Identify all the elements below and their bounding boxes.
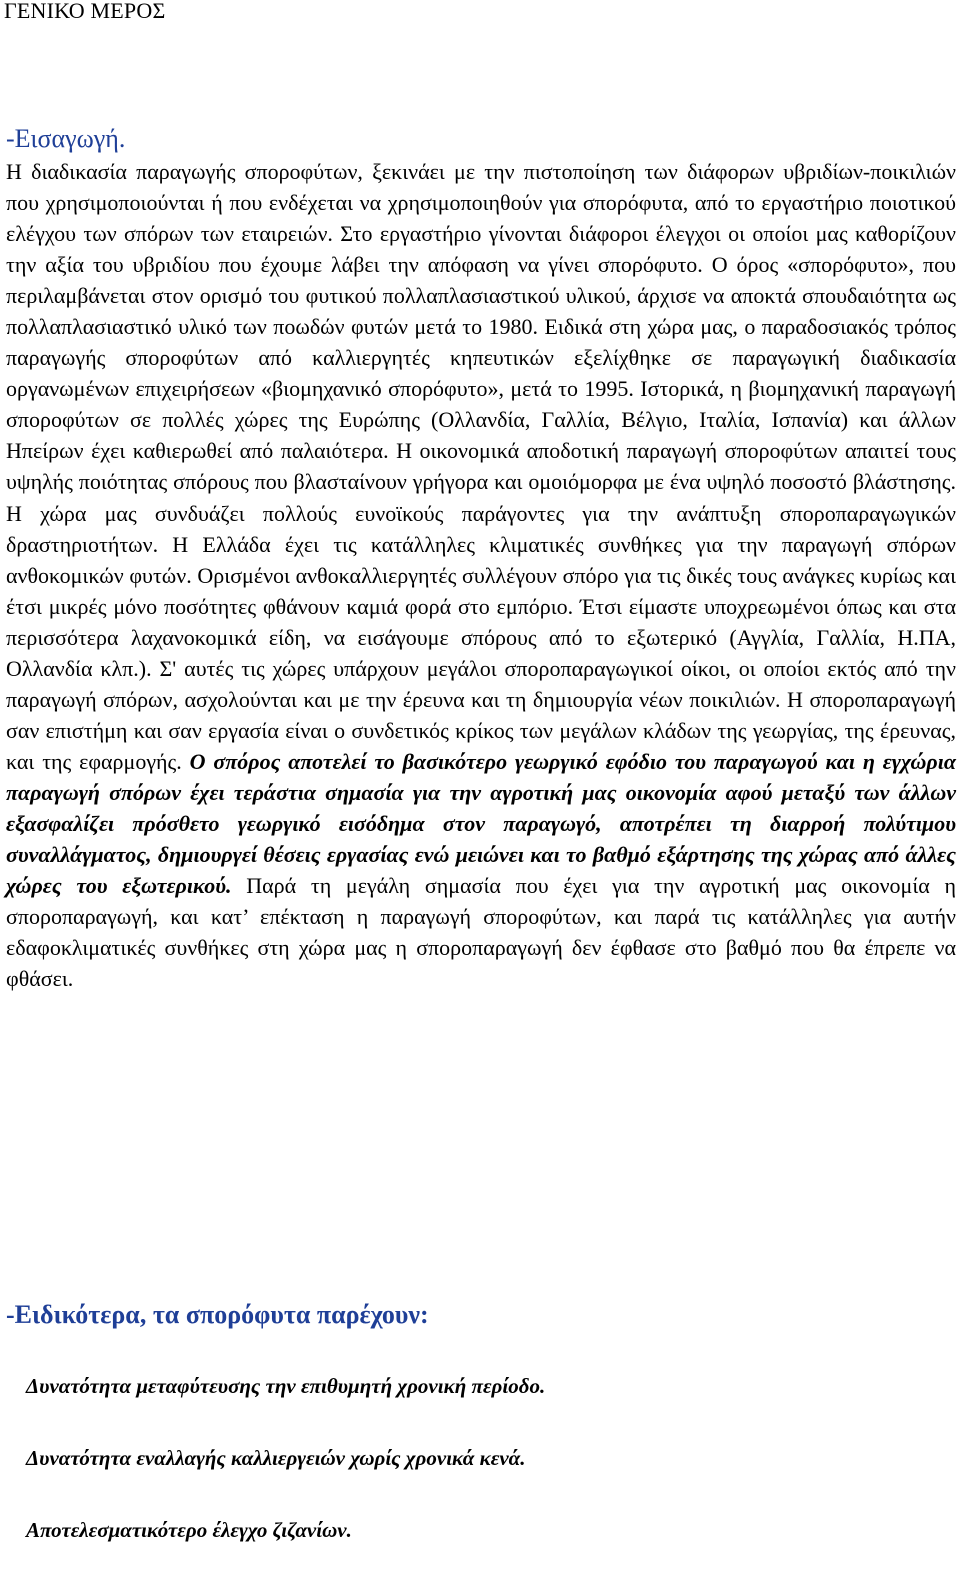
benefits-list	[26, 1371, 545, 1587]
intro-paragraph	[6, 156, 956, 994]
section-heading: -Ειδικότερα, τα σπορόφυτα παρέχουν:	[6, 1300, 429, 1329]
page-header: ΓΕΝΙΚΟ ΜΕΡΟΣ	[4, 0, 166, 23]
benefit-item: Δυνατότητα μεταφύτευσης την επιθυμητή χρονική περίοδο.	[26, 1374, 546, 1398]
intro-emphasis: Ο σπόρος αποτελεί το βασικότερο γεωργικό εφόδιο του παραγωγού και η εγχώρια παραγωγή σπόρων έχει τεράστια σημασία για την αγροτική μας οικονομία αφού μεταξύ των άλλων εξασφαλίζει πρόσθετο γεωργικό εισόδημα στον παραγωγό, αποτρέπει τη διαρροή πολύτιμου συναλλάγματος, δημιουργεί θέσεις εργασίας ενώ μειώνει και το βαθμό εξάρτησης της χώρας από άλλες χώρες του εξωτερικού.	[6, 748, 956, 899]
intro-text-after: Παρά τη μεγάλη σημασία που έχει για την αγροτική μας οικονομία η σποροπαραγωγή, και κατ’ επέκταση η παραγωγή σποροφύτων, και παρά τις κατάλληλες για αυτήν εδαφοκλιματικές συνθήκες στη χώρα μας η σποροπαραγωγή δεν έφθασε στο βαθμό που θα έπρεπε να φθάσει.	[6, 873, 957, 992]
benefit-item: Αποτελεσματικότερο έλεγχο ζιζανίων.	[26, 1518, 352, 1542]
intro-heading: -Εισαγωγή.	[6, 124, 126, 153]
intro-text-before: Η διαδικασία παραγωγής σποροφύτων, ξεκινάει με την πιστοποίηση των διάφορων υβριδίων-ποικιλιών που χρησιμοποιούνται ή που ενδέχεται να χρησιμοποιηθούν για σπορόφυτα, από το εργαστήριο ποιοτικού ελέγχου των σπόρων των εταιρειών. Στο εργαστήριο γίνονται διάφοροι έλεγχοι οι οποίοι μας καθορίζουν την αξία του υβριδίου που έχουμε λάβει την απόφαση να γίνει σπορόφυτο. Ο όρος «σπορόφυτο», που περιλαμβάνεται στον ορισμό του φυτικού πολλαπλασιαστικού υλικού, άρχισε να αποκτά σπουδαιότητα ως πολλαπλασιαστικό υλικό των ποωδών φυτών μετά το 1980. Ειδικά στη χώρα μας, ο παραδοσιακός τρόπος παραγωγής σποροφύτων από καλλιεργητές κηπευτικών εξελίχθηκε σε παραγωγική διαδικασία οργανωμένων επιχειρήσεων «βιομηχανικό σπορόφυτο», μετά το 1995. Ιστορικά, η βιομηχανική παραγωγή σποροφύτων σε πολλές χώρες της Ευρώπης (Ολλανδία, Γαλλία, Βέλγιο, Ιταλία, Ισπανία) και άλλων Ηπείρων έχει καθιερωθεί από παλαιότερα. Η οικονομικά αποδοτική παραγωγή σποροφύτων απαιτεί τους υψηλής ποιότητας σπόρους που βλασταίνουν γρήγορα και ομοιόμορφα με ένα υψηλό ποσοστό βλάστησης. Η χώρα μας συνδυάζει πολλούς ευνοϊκούς παράγοντες για την ανάπτυξη σποροπαραγωγικών δραστηριοτήτων. Η Ελλάδα έχει τις κατάλληλες κλιματικές συνθήκες για την παραγωγή σπόρων ανθοκομικών φυτών. Ορισμένοι ανθοκαλλιεργητές συλλέγουν σπόρο για τις δικές τους ανάγκες κυρίως και έτσι μικρές μόνο ποσότητες φθάνουν καμιά φορά στο εμπόριο. Έτσι είμαστε υποχρεωμένοι όπως και στα περισσότερα λαχανοκομικά είδη, να εισάγουμε σπόρους από το εξωτερικό (Αγγλία, Γαλλία, Η.ΠΑ, Ολλανδία κλπ.). Σ' αυτές τις χώρες υπάρχουν μεγάλοι σποροπαραγωγικοί οίκοι, οι οποίοι εκτός από την παραγωγή σπόρων, ασχολούνται και με την έρευνα και τη δημιουργία νέων ποικιλιών. Η σποροπαραγωγή σαν επιστήμη και σαν εργασία είναι ο συνδετικός κρίκος των μεγάλων κλάδων της γεωργίας, της έρευνας, και της εφαρμογής.	[6, 159, 956, 774]
benefit-item: Δυνατότητα εναλλαγής καλλιεργειών χωρίς χρονικά κενά.	[26, 1446, 526, 1470]
